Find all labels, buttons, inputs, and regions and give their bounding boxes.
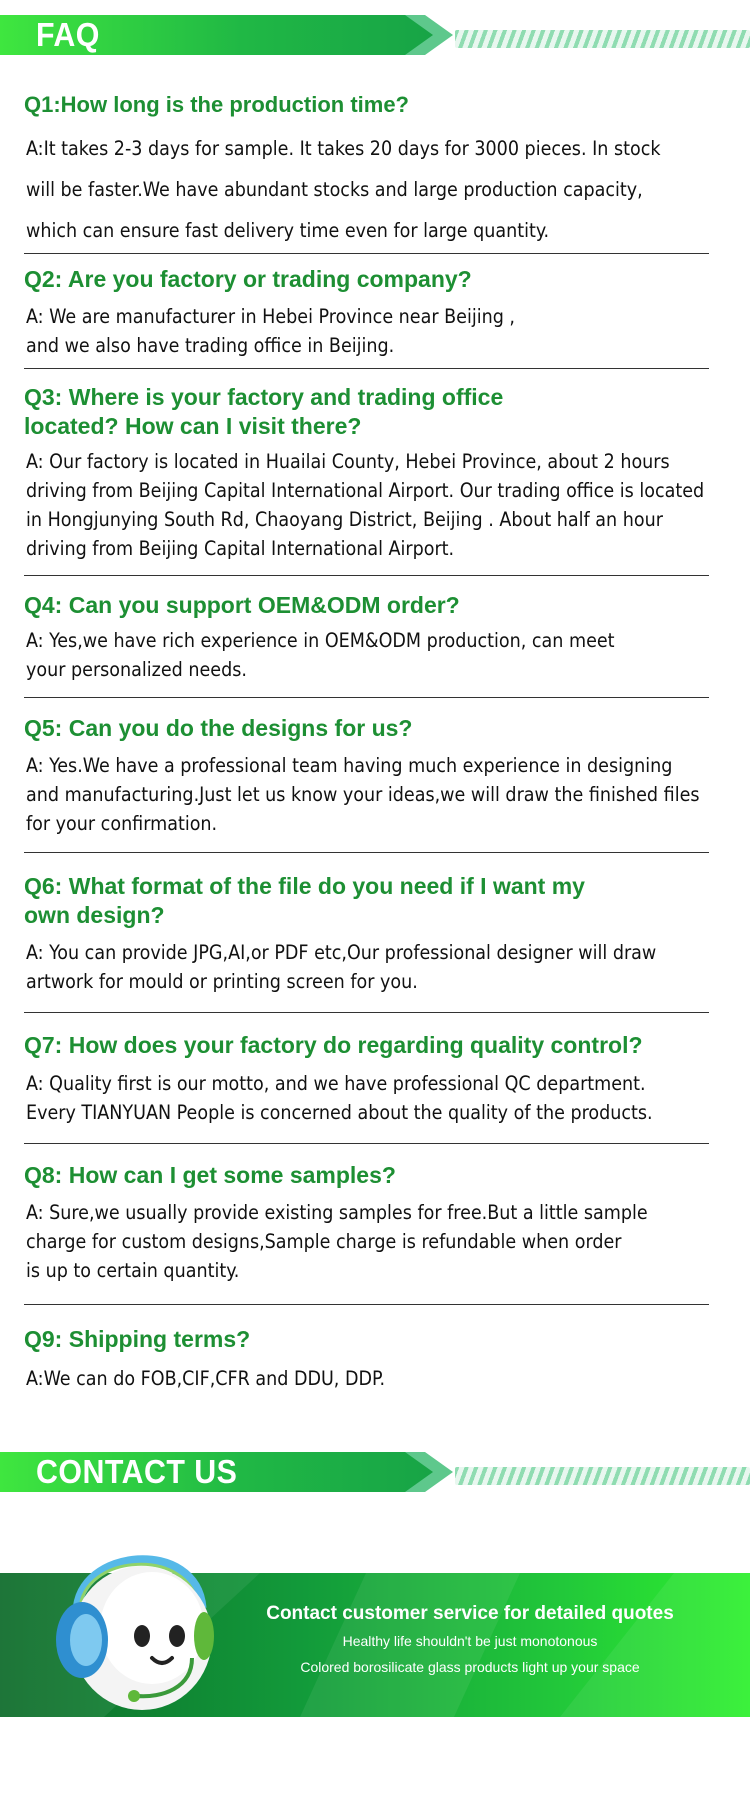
contact-title: CONTACT US <box>36 1453 238 1490</box>
divider <box>24 852 709 853</box>
divider <box>24 1012 709 1013</box>
faq-answer-3: A: Our factory is located in Huailai County, Hebei Province, about 2 hours driving from Beijing Capital International Airport. Our trading office is located in Hongjunying South Rd, Chaoyang District, Beijing . About half an hour driving from Beijing Capital International Airport. <box>26 450 705 560</box>
divider <box>24 697 709 698</box>
divider <box>24 253 709 254</box>
faq-answer-1: A:It takes 2-3 days for sample. It takes 20 days for 3000 pieces. In stock will be faster.We have abundant stocks and large production capacity, which can ensure fast delivery time even for large quantity. <box>26 137 661 242</box>
faq-answer-5: A: Yes.We have a professional team having much experience in designing and manufacturing.Just let us know your ideas,we will draw the finished files for your confirmation. <box>26 754 700 835</box>
faq-question-4: Q4: Can you support OEM&ODM order? <box>24 592 460 618</box>
faq-question-7: Q7: How does your factory do regarding quality control? <box>24 1032 643 1058</box>
faq-answer-6: A: You can provide JPG,AI,or PDF etc,Our professional designer will draw artwork for mould or printing screen for you. <box>26 941 657 993</box>
faq-answer-7: A: Quality first is our motto, and we have professional QC department. Every TIANYUAN People is concerned about the quality of the products. <box>26 1072 653 1124</box>
faq-question-2: Q2: Are you factory or trading company? <box>24 266 472 292</box>
faq-question-5: Q5: Can you do the designs for us? <box>24 715 413 741</box>
faq-title: FAQ <box>36 16 100 53</box>
cta-subline-2: Colored borosilicate glass products light up your space <box>300 1659 640 1675</box>
faq-answer-4: A: Yes,we have rich experience in OEM&ODM production, can meet your personalized needs. <box>26 629 615 681</box>
cta-subline-1: Healthy life shouldn't be just monotonous <box>342 1633 598 1649</box>
divider <box>24 575 709 576</box>
divider <box>24 368 709 369</box>
banner-stripes <box>455 1467 750 1485</box>
faq-question-8: Q8: How can I get some samples? <box>24 1162 396 1188</box>
faq-answer-2: A: We are manufacturer in Hebei Province near Beijing , and we also have trading office in Beijing. <box>26 305 515 357</box>
faq-answer-8: A: Sure,we usually provide existing samples for free.But a little sample charge for custom designs,Sample charge is refundable when order is up to certain quantity. <box>26 1201 648 1282</box>
divider <box>24 1304 709 1305</box>
faq-question-3: Q3: Where is your factory and trading office located? How can I visit there? <box>24 384 504 439</box>
faq-question-6: Q6: What format of the file do you need if I want my own design? <box>24 873 585 928</box>
faq-question-1: Q1:How long is the production time? <box>24 92 409 117</box>
contact-banner <box>0 1452 750 1492</box>
cta-headline: Contact customer service for detailed quotes <box>266 1603 674 1624</box>
faq-question-9: Q9: Shipping terms? <box>24 1326 251 1352</box>
customer-service-mascot-icon <box>42 1528 232 1718</box>
faq-answer-9: A:We can do FOB,CIF,CFR and DDU, DDP. <box>26 1367 386 1390</box>
divider <box>24 1143 709 1144</box>
